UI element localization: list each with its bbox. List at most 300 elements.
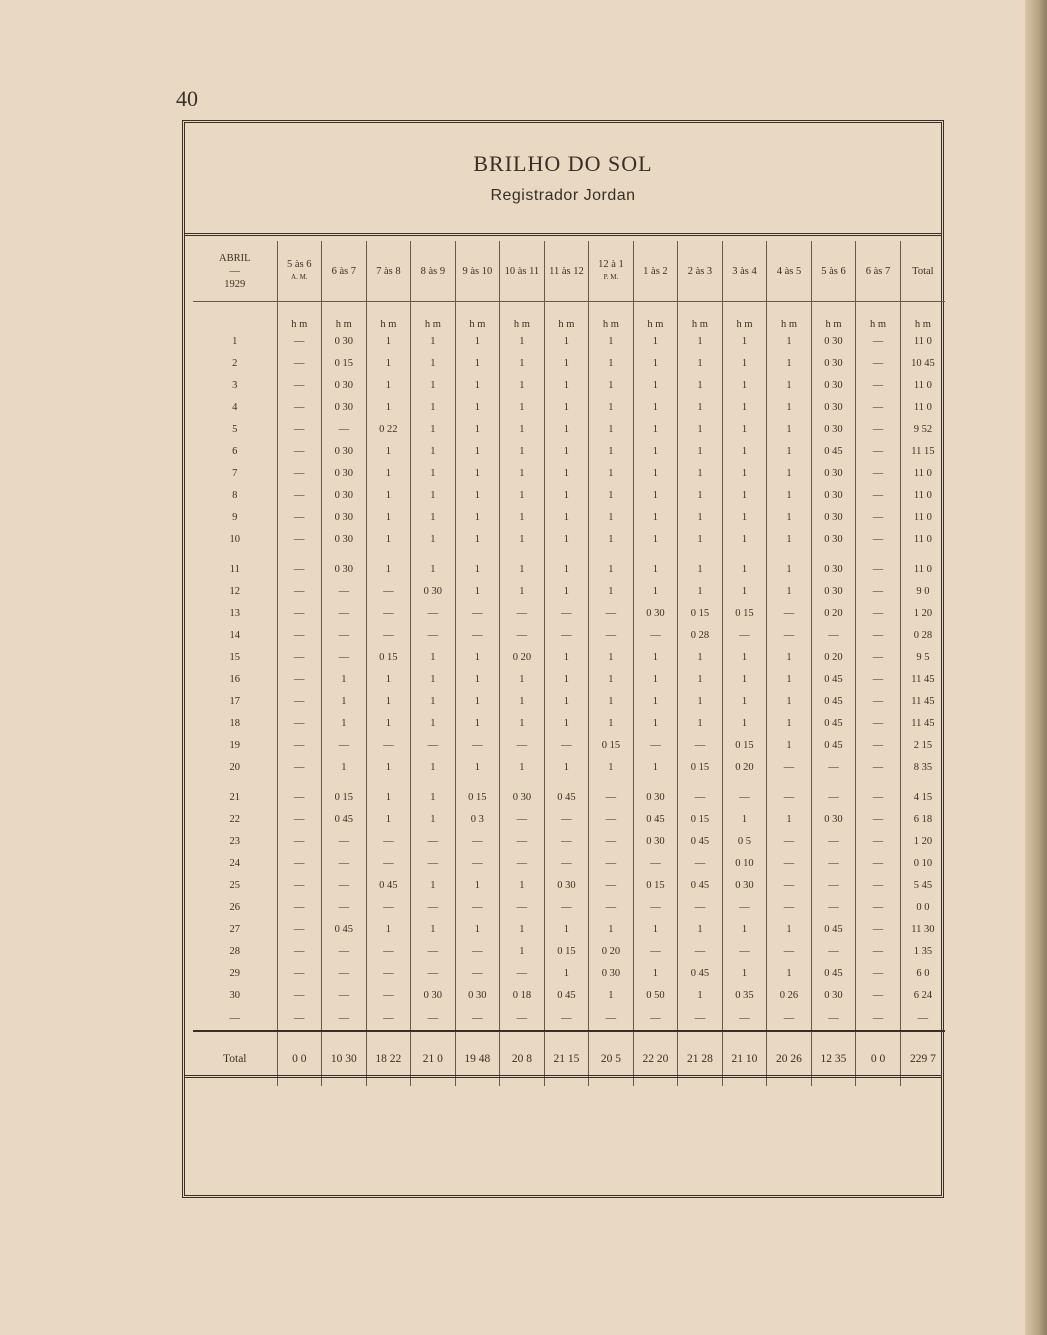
value-cell: 1 bbox=[455, 528, 500, 550]
value-cell: 0 30 bbox=[322, 440, 367, 462]
value-cell: 5 45 bbox=[900, 874, 945, 896]
table-row bbox=[193, 962, 945, 984]
day-cell: 21 bbox=[229, 791, 241, 803]
day-cell: 3 bbox=[232, 379, 238, 391]
dash-row bbox=[193, 1006, 945, 1031]
value-cell: 1 bbox=[366, 506, 411, 528]
value-cell: 1 bbox=[722, 962, 767, 984]
value-cell: — bbox=[366, 624, 411, 646]
value-cell: — bbox=[411, 896, 456, 918]
column-header-sub: P. M. bbox=[603, 273, 619, 281]
value-cell: — bbox=[856, 352, 901, 374]
day-cell: 26 bbox=[229, 901, 241, 913]
value-cell: — bbox=[322, 984, 367, 1006]
column-header bbox=[900, 241, 945, 302]
value-cell: 0 50 bbox=[633, 984, 678, 1006]
day-cell: 25 bbox=[229, 879, 241, 891]
value-cell: 1 bbox=[589, 374, 634, 396]
value-cell: — bbox=[411, 624, 456, 646]
total-cell: 20 5 bbox=[589, 1031, 634, 1086]
dash-cell: — bbox=[229, 1012, 241, 1024]
value-cell: 1 bbox=[500, 506, 545, 528]
column-header-label: Total bbox=[912, 265, 934, 277]
value-cell: 1 bbox=[500, 352, 545, 374]
value-cell: 2 15 bbox=[900, 734, 945, 756]
units-cell: h m bbox=[500, 302, 545, 331]
value-cell: — bbox=[277, 462, 322, 484]
day-cell: 22 bbox=[229, 813, 241, 825]
value-cell: — bbox=[277, 528, 322, 550]
column-header bbox=[811, 241, 856, 302]
gap-cell bbox=[544, 778, 589, 786]
value-cell: 0 30 bbox=[633, 786, 678, 808]
value-cell: 1 bbox=[455, 352, 500, 374]
value-cell: 1 bbox=[411, 918, 456, 940]
value-cell: 1 bbox=[366, 786, 411, 808]
value-cell: — bbox=[811, 896, 856, 918]
value-cell: — bbox=[322, 418, 367, 440]
column-header-label: 3 às 4 bbox=[732, 265, 757, 277]
column-header bbox=[277, 241, 322, 302]
table-row bbox=[193, 830, 945, 852]
value-cell: 0 45 bbox=[544, 786, 589, 808]
value-cell: — bbox=[633, 852, 678, 874]
value-cell: — bbox=[856, 602, 901, 624]
value-cell: 1 bbox=[589, 984, 634, 1006]
units-cell: h m bbox=[767, 302, 812, 331]
value-cell: 0 30 bbox=[811, 418, 856, 440]
dash-cell: — bbox=[900, 1006, 945, 1031]
value-cell: 9 0 bbox=[900, 580, 945, 602]
gap-cell bbox=[366, 550, 411, 558]
value-cell: 6 18 bbox=[900, 808, 945, 830]
value-cell: 1 bbox=[722, 918, 767, 940]
value-cell: 1 bbox=[722, 808, 767, 830]
value-cell: — bbox=[544, 808, 589, 830]
value-cell: 0 30 bbox=[411, 984, 456, 1006]
value-cell: 1 bbox=[678, 462, 723, 484]
units-cell: h m bbox=[633, 302, 678, 331]
table-row bbox=[193, 646, 945, 668]
value-cell: — bbox=[277, 580, 322, 602]
month-label: ABRIL bbox=[219, 252, 251, 264]
value-cell: — bbox=[856, 918, 901, 940]
column-header-sub: A. M. bbox=[291, 273, 308, 281]
dash-cell: — bbox=[455, 1006, 500, 1031]
value-cell: 1 bbox=[678, 440, 723, 462]
value-cell: 1 bbox=[411, 558, 456, 580]
value-cell: — bbox=[722, 940, 767, 962]
value-cell: — bbox=[455, 962, 500, 984]
table-row bbox=[193, 896, 945, 918]
value-cell: 1 bbox=[366, 690, 411, 712]
dash-cell: — bbox=[544, 1006, 589, 1031]
value-cell: 1 bbox=[722, 690, 767, 712]
gap-cell bbox=[411, 778, 456, 786]
value-cell: — bbox=[767, 852, 812, 874]
day-cell: 12 bbox=[229, 585, 241, 597]
value-cell: 1 bbox=[633, 440, 678, 462]
value-cell: 0 15 bbox=[589, 734, 634, 756]
value-cell: — bbox=[277, 330, 322, 352]
table-row bbox=[193, 734, 945, 756]
table-row bbox=[193, 580, 945, 602]
value-cell: 1 bbox=[544, 528, 589, 550]
value-cell: 1 bbox=[589, 712, 634, 734]
value-cell: 1 bbox=[722, 440, 767, 462]
value-cell: 1 bbox=[633, 668, 678, 690]
value-cell: — bbox=[322, 852, 367, 874]
value-cell: — bbox=[856, 896, 901, 918]
value-cell: 1 bbox=[322, 756, 367, 778]
column-header bbox=[722, 241, 767, 302]
value-cell: 1 bbox=[633, 756, 678, 778]
value-cell: — bbox=[856, 330, 901, 352]
value-cell: — bbox=[500, 602, 545, 624]
value-cell: — bbox=[544, 852, 589, 874]
value-cell: — bbox=[500, 830, 545, 852]
value-cell: 1 bbox=[633, 396, 678, 418]
value-cell: — bbox=[277, 440, 322, 462]
value-cell: 1 bbox=[678, 528, 723, 550]
value-cell: 1 bbox=[455, 440, 500, 462]
value-cell: 0 30 bbox=[811, 580, 856, 602]
value-cell: 1 bbox=[411, 484, 456, 506]
value-cell: 0 30 bbox=[589, 962, 634, 984]
total-cell: 21 0 bbox=[411, 1031, 456, 1086]
value-cell: — bbox=[856, 984, 901, 1006]
value-cell: — bbox=[411, 830, 456, 852]
value-cell: 1 bbox=[633, 484, 678, 506]
value-cell: 1 bbox=[411, 874, 456, 896]
value-cell: 1 bbox=[500, 374, 545, 396]
dash-cell: — bbox=[767, 1006, 812, 1031]
value-cell: — bbox=[544, 624, 589, 646]
gap-cell bbox=[589, 550, 634, 558]
header-row bbox=[193, 241, 945, 302]
table-body bbox=[193, 302, 945, 1087]
value-cell: — bbox=[277, 852, 322, 874]
table-row bbox=[193, 558, 945, 580]
value-cell: 0 45 bbox=[811, 712, 856, 734]
value-cell: — bbox=[811, 786, 856, 808]
value-cell: 1 bbox=[633, 506, 678, 528]
value-cell: — bbox=[856, 528, 901, 550]
value-cell: — bbox=[455, 602, 500, 624]
value-cell: 1 bbox=[722, 484, 767, 506]
gap-cell bbox=[856, 778, 901, 786]
value-cell: 0 18 bbox=[500, 984, 545, 1006]
value-cell: 1 bbox=[500, 918, 545, 940]
value-cell: 1 bbox=[411, 418, 456, 440]
value-cell: 1 bbox=[767, 918, 812, 940]
value-cell: — bbox=[678, 786, 723, 808]
value-cell: — bbox=[811, 852, 856, 874]
value-cell: — bbox=[500, 962, 545, 984]
value-cell: 1 bbox=[722, 506, 767, 528]
value-cell: — bbox=[277, 830, 322, 852]
gap-cell bbox=[322, 550, 367, 558]
value-cell: 0 15 bbox=[366, 646, 411, 668]
value-cell: 1 bbox=[633, 712, 678, 734]
gap-cell bbox=[722, 550, 767, 558]
value-cell: 1 bbox=[455, 506, 500, 528]
value-cell: 1 bbox=[455, 874, 500, 896]
value-cell: — bbox=[544, 734, 589, 756]
units-cell: h m bbox=[366, 302, 411, 331]
value-cell: 0 45 bbox=[811, 734, 856, 756]
value-cell: 1 bbox=[411, 808, 456, 830]
day-cell: 30 bbox=[229, 989, 241, 1001]
value-cell: 1 bbox=[767, 646, 812, 668]
value-cell: 1 bbox=[455, 462, 500, 484]
value-cell: 11 0 bbox=[900, 374, 945, 396]
day-cell: 18 bbox=[229, 717, 241, 729]
value-cell: 0 45 bbox=[678, 874, 723, 896]
value-cell: 1 bbox=[455, 712, 500, 734]
value-cell: 1 bbox=[678, 396, 723, 418]
dash-cell: — bbox=[322, 1006, 367, 1031]
table-row bbox=[193, 396, 945, 418]
value-cell: — bbox=[811, 624, 856, 646]
value-cell: — bbox=[767, 874, 812, 896]
table-row bbox=[193, 624, 945, 646]
total-cell: 0 0 bbox=[856, 1031, 901, 1086]
value-cell: 1 bbox=[767, 962, 812, 984]
value-cell: 1 bbox=[544, 756, 589, 778]
day-cell: 19 bbox=[229, 739, 241, 751]
value-cell: — bbox=[411, 940, 456, 962]
value-cell: 11 15 bbox=[900, 440, 945, 462]
value-cell: — bbox=[322, 602, 367, 624]
total-cell: 20 26 bbox=[767, 1031, 812, 1086]
value-cell: — bbox=[856, 874, 901, 896]
value-cell: 0 30 bbox=[322, 528, 367, 550]
value-cell: 0 30 bbox=[322, 330, 367, 352]
value-cell: 0 30 bbox=[500, 786, 545, 808]
value-cell: 9 5 bbox=[900, 646, 945, 668]
value-cell: 1 bbox=[500, 558, 545, 580]
month-header bbox=[193, 241, 277, 302]
total-cell: 0 0 bbox=[277, 1031, 322, 1086]
value-cell: 1 bbox=[500, 462, 545, 484]
value-cell: 1 bbox=[767, 528, 812, 550]
value-cell: 4 15 bbox=[900, 786, 945, 808]
day-cell: 6 bbox=[232, 445, 238, 457]
value-cell: 1 bbox=[722, 330, 767, 352]
value-cell: — bbox=[322, 896, 367, 918]
value-cell: — bbox=[589, 874, 634, 896]
value-cell: 1 bbox=[589, 668, 634, 690]
value-cell: — bbox=[633, 940, 678, 962]
day-cell: 28 bbox=[229, 945, 241, 957]
value-cell: 0 45 bbox=[811, 962, 856, 984]
value-cell: 1 bbox=[544, 918, 589, 940]
day-cell: 7 bbox=[232, 467, 238, 479]
value-cell: 1 bbox=[767, 690, 812, 712]
value-cell: — bbox=[277, 624, 322, 646]
value-cell: 0 30 bbox=[811, 484, 856, 506]
value-cell: 6 0 bbox=[900, 962, 945, 984]
value-cell: 1 bbox=[678, 506, 723, 528]
column-header bbox=[455, 241, 500, 302]
value-cell: 1 bbox=[589, 756, 634, 778]
day-cell: 13 bbox=[229, 607, 241, 619]
table-row bbox=[193, 352, 945, 374]
value-cell: — bbox=[455, 940, 500, 962]
value-cell: 1 bbox=[544, 396, 589, 418]
value-cell: 0 26 bbox=[767, 984, 812, 1006]
value-cell: 1 bbox=[411, 330, 456, 352]
year-label: 1929 bbox=[224, 278, 246, 290]
value-cell: 11 30 bbox=[900, 918, 945, 940]
value-cell: 1 bbox=[589, 440, 634, 462]
value-cell: 1 bbox=[589, 330, 634, 352]
value-cell: 1 bbox=[589, 690, 634, 712]
value-cell: 0 30 bbox=[322, 374, 367, 396]
value-cell: 1 bbox=[678, 484, 723, 506]
gap-cell bbox=[366, 778, 411, 786]
value-cell: 6 24 bbox=[900, 984, 945, 1006]
column-header-label: 4 às 5 bbox=[776, 265, 802, 277]
value-cell: 1 bbox=[411, 528, 456, 550]
value-cell: — bbox=[856, 462, 901, 484]
value-cell: — bbox=[767, 756, 812, 778]
units-cell: h m bbox=[322, 302, 367, 331]
total-cell: 19 48 bbox=[455, 1031, 500, 1086]
value-cell: 1 bbox=[633, 330, 678, 352]
value-cell: — bbox=[633, 734, 678, 756]
value-cell: — bbox=[277, 668, 322, 690]
dash-cell: — bbox=[633, 1006, 678, 1031]
value-cell: — bbox=[277, 418, 322, 440]
value-cell: 1 bbox=[366, 352, 411, 374]
value-cell: 1 bbox=[366, 462, 411, 484]
value-cell: — bbox=[322, 580, 367, 602]
value-cell: — bbox=[366, 580, 411, 602]
value-cell: — bbox=[366, 602, 411, 624]
gap-cell bbox=[277, 550, 322, 558]
column-header-label: 6 às 7 bbox=[865, 265, 891, 277]
gap-cell bbox=[811, 550, 856, 558]
value-cell: — bbox=[856, 786, 901, 808]
value-cell: 0 30 bbox=[722, 874, 767, 896]
value-cell: 0 30 bbox=[411, 580, 456, 602]
value-cell: — bbox=[811, 874, 856, 896]
value-cell: — bbox=[589, 808, 634, 830]
total-cell: 22 20 bbox=[633, 1031, 678, 1086]
value-cell: 1 bbox=[411, 506, 456, 528]
value-cell: 1 bbox=[544, 330, 589, 352]
table-row bbox=[193, 528, 945, 550]
column-header-label: 10 às 11 bbox=[504, 265, 540, 277]
day-cell: 17 bbox=[229, 695, 241, 707]
value-cell: 11 45 bbox=[900, 712, 945, 734]
day-cell: 15 bbox=[229, 651, 241, 663]
value-cell: 1 bbox=[633, 558, 678, 580]
value-cell: — bbox=[277, 734, 322, 756]
column-header bbox=[411, 241, 456, 302]
dash-cell: — bbox=[277, 1006, 322, 1031]
value-cell: 1 bbox=[411, 668, 456, 690]
total-cell: 21 15 bbox=[544, 1031, 589, 1086]
value-cell: — bbox=[277, 352, 322, 374]
value-cell: 1 bbox=[544, 690, 589, 712]
column-header bbox=[589, 241, 634, 302]
value-cell: 1 bbox=[500, 756, 545, 778]
value-cell: 1 bbox=[500, 690, 545, 712]
day-cell: 4 bbox=[232, 401, 238, 413]
column-header bbox=[366, 241, 411, 302]
value-cell: — bbox=[277, 602, 322, 624]
table-row bbox=[193, 462, 945, 484]
value-cell: 1 bbox=[589, 506, 634, 528]
value-cell: 1 bbox=[411, 756, 456, 778]
column-header-label: 11 às 12 bbox=[549, 265, 584, 277]
value-cell: — bbox=[277, 984, 322, 1006]
value-cell: 0 45 bbox=[322, 808, 367, 830]
value-cell: 1 bbox=[678, 668, 723, 690]
value-cell: 0 45 bbox=[544, 984, 589, 1006]
group-gap bbox=[193, 550, 945, 558]
value-cell: 1 bbox=[633, 962, 678, 984]
value-cell: — bbox=[633, 896, 678, 918]
value-cell: — bbox=[411, 734, 456, 756]
value-cell: 9 52 bbox=[900, 418, 945, 440]
value-cell: — bbox=[856, 440, 901, 462]
value-cell: 1 bbox=[767, 506, 812, 528]
column-header bbox=[856, 241, 901, 302]
day-cell: 10 bbox=[229, 533, 241, 545]
value-cell: 0 20 bbox=[500, 646, 545, 668]
value-cell: 0 15 bbox=[722, 734, 767, 756]
value-cell: 0 30 bbox=[811, 352, 856, 374]
column-header-label: 5 às 6 bbox=[287, 259, 312, 270]
value-cell: 0 30 bbox=[322, 396, 367, 418]
table-row bbox=[193, 374, 945, 396]
value-cell: — bbox=[811, 756, 856, 778]
total-cell: 10 30 bbox=[322, 1031, 367, 1086]
value-cell: 0 35 bbox=[722, 984, 767, 1006]
value-cell: 0 30 bbox=[544, 874, 589, 896]
value-cell: 0 20 bbox=[722, 756, 767, 778]
gap-cell bbox=[455, 550, 500, 558]
value-cell: — bbox=[589, 786, 634, 808]
gap-cell bbox=[455, 778, 500, 786]
value-cell: — bbox=[277, 918, 322, 940]
value-cell: 1 bbox=[589, 352, 634, 374]
value-cell: 0 30 bbox=[322, 462, 367, 484]
gap-cell bbox=[900, 550, 945, 558]
value-cell: — bbox=[544, 602, 589, 624]
value-cell: 11 0 bbox=[900, 506, 945, 528]
value-cell: 0 45 bbox=[678, 962, 723, 984]
value-cell: 1 bbox=[678, 984, 723, 1006]
value-cell: — bbox=[722, 896, 767, 918]
column-header bbox=[767, 241, 812, 302]
value-cell: 1 bbox=[544, 506, 589, 528]
value-cell: 1 bbox=[500, 940, 545, 962]
value-cell: — bbox=[856, 418, 901, 440]
value-cell: — bbox=[678, 896, 723, 918]
gap-cell bbox=[811, 778, 856, 786]
value-cell: 0 45 bbox=[366, 874, 411, 896]
value-cell: — bbox=[277, 712, 322, 734]
value-cell: 11 0 bbox=[900, 396, 945, 418]
value-cell: 1 bbox=[589, 396, 634, 418]
value-cell: 0 15 bbox=[633, 874, 678, 896]
total-cell: 12 35 bbox=[811, 1031, 856, 1086]
